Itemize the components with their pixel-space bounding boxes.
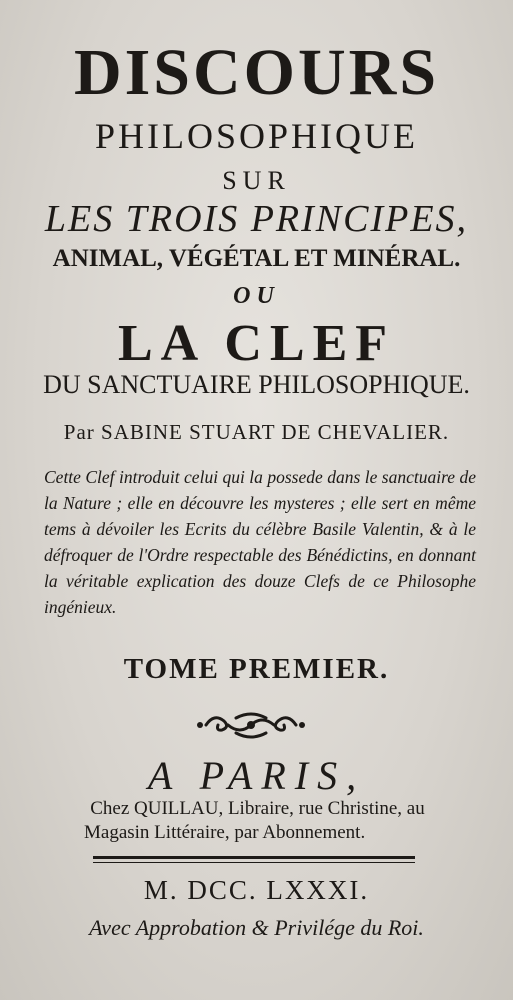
double-rule-thin <box>93 862 415 863</box>
title-sanctuaire: DU SANCTUAIRE PHILOSOPHIQUE. <box>43 370 470 399</box>
volume-label: TOME PREMIER. <box>123 653 390 685</box>
printers-ornament-icon <box>196 708 306 742</box>
publisher-line-1: Chez QUILLAU, Libraire, rue Christine, au <box>90 798 425 819</box>
title-ou: OU <box>233 283 280 309</box>
place-paris: A PARIS, <box>147 753 366 798</box>
double-rule-thick <box>93 856 415 859</box>
title-philosophique: PHILOSOPHIQUE <box>94 116 418 156</box>
title-discours: DISCOURS <box>73 36 440 109</box>
publisher-line-2: Magasin Littéraire, par Abonnement. <box>84 822 366 843</box>
publisher-imprint <box>30 797 485 845</box>
author-line: Par SABINE STUART DE CHEVALIER. <box>63 420 450 444</box>
title-trois-principes: LES TROIS PRINCIPES, <box>44 198 469 240</box>
title-sur: SUR <box>222 166 291 195</box>
description-paragraph: Cette Clef introduit celui qui la possede dans le sanctuaire de la Nature ; elle en découvre les mysteres ; elle sert en même tems à dévoiler les Ecrits du célèbre Basile Valentin, & à le défroquer de l'Ordre respectable des Bénédictins, en donnant la véritable explication des douze Clefs de ce Philosophe ingénieux. <box>44 467 476 617</box>
privilege-line: Avec Approbation & Privilége du Roi. <box>89 915 424 940</box>
publication-date: M. DCC. LXXXI. <box>143 875 370 905</box>
title-la-clef: LA CLEF <box>117 315 396 372</box>
title-animal-vegetal-mineral: ANIMAL, VÉGÉTAL ET MINÉRAL. <box>52 245 461 272</box>
